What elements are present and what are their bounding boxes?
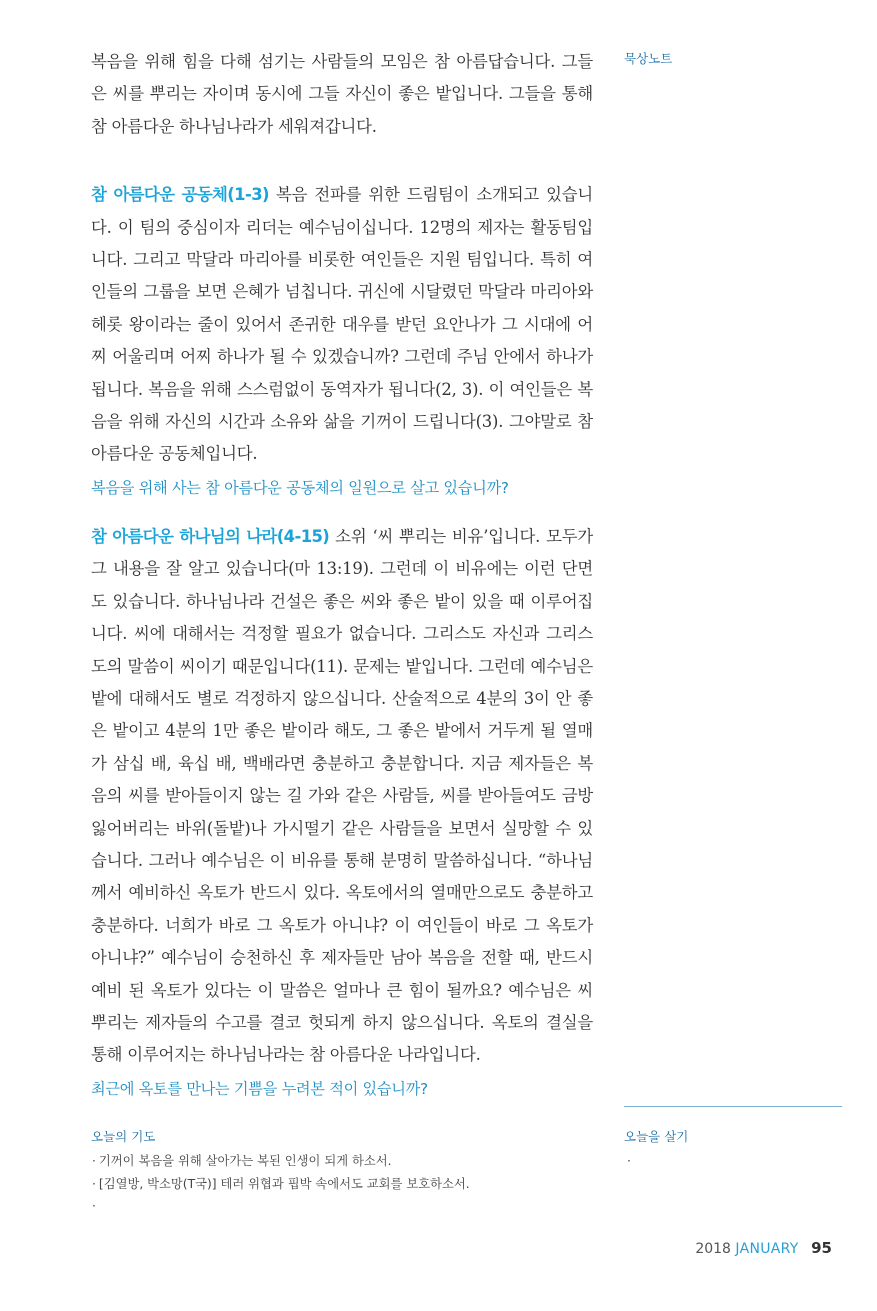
prayer-item [92,1195,470,1218]
section-2-heading: 참 아름다운 하나님의 나라(4-15) [91,526,330,546]
section-1-body: 복음 전파를 위한 드림팀이 소개되고 있습니다. 이 팀의 중심이자 리더는 예수님이십니다. 12명의 제자는 활동팀입니다. 그리고 막달라 마리아를 비롯한 여인들은 지원 팀입니다. 특히 여인들의 그룹을 보면 은혜가 넘칩니다. 귀신에 시달렸던 막달라 마리아와 헤롯 왕이라는 줄이 있어서 존귀한 대우를 받던 요안나가 그 시대에 어찌 어울리며 어찌 하나가 될 수 있겠습니까? 그런데 주님 안에서 하나가 됩니다. 복음을 위해 스스럼없이 동역자가 됩니다(2, 3). 이 여인들은 복음을 위해 자신의 시간과 소유와 삶을 기꺼이 드립니다(3). 그야말로 참 아름다운 공동체입니다. [91,185,593,464]
section-1-heading: 참 아름다운 공동체(1-3) [91,185,269,205]
section-1-question: 복음을 위해 사는 참 아름다운 공동체의 일원으로 살고 있습니까? [91,478,509,497]
meditation-notes-label: 묵상노트 [624,51,673,66]
prayer-title: 오늘의 기도 [91,1129,156,1144]
footer-year: 2018 [695,1241,731,1257]
section-2-paragraph [91,521,593,1072]
intro-paragraph: 복음을 위해 힘을 다해 섬기는 사람들의 모임은 참 아름답습니다. 그들은 씨를 뿌리는 자이며 동시에 그들 자신이 좋은 밭입니다. 그들을 통해 참 아름다운 하나님나라가 세워져갑니다. [91,52,593,136]
prayer-list [92,1150,470,1218]
page-number: 95 [811,1239,832,1257]
section-2-question: 최근에 옥토를 만나는 기쁨을 누려본 적이 있습니까? [91,1079,428,1098]
living-today-item [627,1150,634,1173]
living-today-list [627,1150,634,1173]
divider [624,1106,842,1107]
page-footer [695,1239,832,1257]
footer-month: JANUARY [735,1241,799,1257]
living-today-title: 오늘을 살기 [624,1129,689,1144]
main-text [91,46,593,1104]
prayer-item: · 기꺼이 복음을 위해 살아가는 복된 인생이 되게 하소서. [92,1150,470,1173]
prayer-item: · [김열방, 박소망(T국)] 테러 위협과 핍박 속에서도 교회를 보호하소서. [92,1173,470,1196]
section-1-paragraph [91,179,593,471]
section-2-body: 소위 ‘씨 뿌리는 비유’입니다. 모두가 그 내용을 잘 알고 있습니다(마 13:19). 그런데 이 비유에는 이런 단면도 있습니다. 하나님나라 건설은 좋은 씨와 좋은 밭이 있을 때 이루어집니다. 씨에 대해서는 걱정할 필요가 없습니다. 그리스도 자신과 그리스도의 말씀이 씨이기 때문입니다(11). 문제는 밭입니다. 그런데 예수님은 밭에 대해서도 별로 걱정하지 않으십니다. 산술적으로 4분의 3이 안 좋은 밭이고 4분의 1만 좋은 밭이라 해도, 그 좋은 밭에서 거두게 될 열매가 삼십 배, 육십 배, 백배라면 충분하고 충분합니다. 지금 제자들은 복음의 씨를 받아들이지 않는 길 가와 같은 사람들, 씨를 받아들여도 금방 잃어버리는 바위(돌밭)나 가시떨기 같은 사람들을 보면서 실망할 수 있습니다. 그러나 예수님은 이 비유를 통해 분명히 말씀하십니다. “하나님께서 예비하신 옥토가 반드시 있다. 옥토에서의 열매만으로도 충분하고 충분하다. 너희가 바로 그 옥토가 아니냐? 이 여인들이 바로 그 옥토가 아니냐?” 예수님이 승천하신 후 제자들만 남아 복음을 전할 때, 반드시 예비 된 옥토가 있다는 이 말씀은 얼마나 큰 힘이 될까요? 예수님은 씨 뿌리는 제자들의 수고를 결코 헛되게 하지 않으십니다. 옥토의 결실을 통해 이루어지는 하나님나라는 참 아름다운 나라입니다. [91,526,593,1065]
